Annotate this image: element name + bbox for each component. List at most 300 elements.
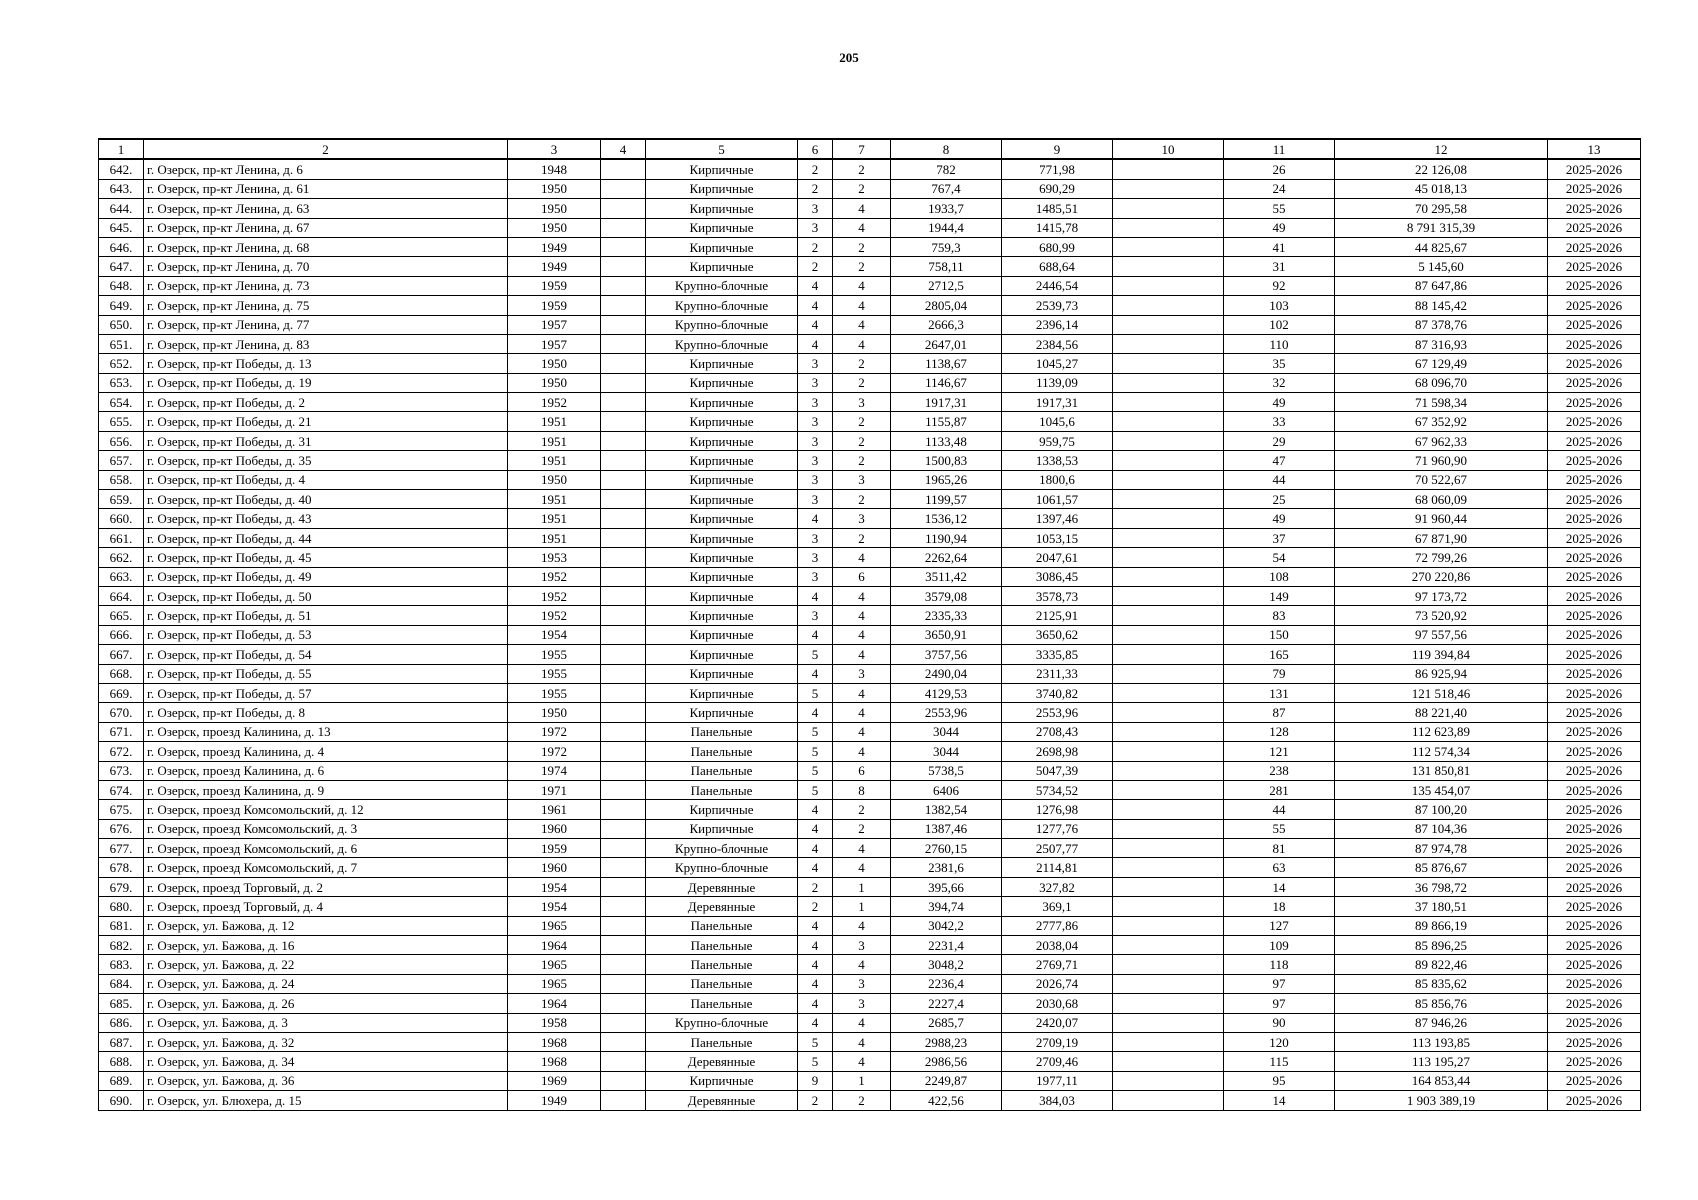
col10-cell [1113,800,1224,819]
col4-cell [601,296,646,315]
total-area-cell: 2262,64 [891,548,1002,567]
residents-cell: 54 [1224,548,1335,567]
col4-cell [601,1013,646,1032]
amount-cell: 1 903 389,19 [1335,1091,1548,1110]
floors-cell: 2 [798,237,833,256]
wall-material-cell: Кирпичные [646,509,798,528]
period-cell: 2025-2026 [1548,315,1641,334]
living-area-cell: 688,64 [1002,257,1113,276]
residents-cell: 24 [1224,179,1335,198]
year-cell: 1965 [508,974,601,993]
wall-material-cell: Кирпичные [646,683,798,702]
wall-material-cell: Кирпичные [646,800,798,819]
period-cell: 2025-2026 [1548,606,1641,625]
wall-material-cell: Панельные [646,936,798,955]
living-area-cell: 1485,51 [1002,199,1113,218]
col4-cell [601,683,646,702]
residents-cell: 49 [1224,218,1335,237]
total-area-cell: 3757,56 [891,645,1002,664]
year-cell: 1965 [508,955,601,974]
col4-cell [601,373,646,392]
living-area-cell: 2125,91 [1002,606,1113,625]
floors-cell: 4 [798,315,833,334]
row-number-cell: 665. [99,606,144,625]
entrances-cell: 2 [833,237,891,256]
wall-material-cell: Кирпичные [646,218,798,237]
column-header-3: 3 [508,139,601,159]
wall-material-cell: Кирпичные [646,393,798,412]
entrances-cell: 2 [833,1091,891,1110]
column-header-2: 2 [144,139,508,159]
period-cell: 2025-2026 [1548,994,1641,1013]
year-cell: 1951 [508,490,601,509]
period-cell: 2025-2026 [1548,470,1641,489]
year-cell: 1959 [508,276,601,295]
entrances-cell: 2 [833,490,891,509]
col4-cell [601,703,646,722]
row-number-cell: 679. [99,877,144,896]
period-cell: 2025-2026 [1548,334,1641,353]
residents-cell: 95 [1224,1071,1335,1090]
year-cell: 1951 [508,528,601,547]
period-cell: 2025-2026 [1548,159,1641,179]
wall-material-cell: Кирпичные [646,431,798,450]
year-cell: 1972 [508,722,601,741]
col10-cell [1113,1052,1224,1071]
column-header-8: 8 [891,139,1002,159]
entrances-cell: 2 [833,800,891,819]
col10-cell [1113,897,1224,916]
floors-cell: 4 [798,334,833,353]
wall-material-cell: Кирпичные [646,528,798,547]
col4-cell [601,451,646,470]
entrances-cell: 4 [833,199,891,218]
period-cell: 2025-2026 [1548,916,1641,935]
page-number: 205 [839,50,859,65]
year-cell: 1958 [508,1013,601,1032]
col10-cell [1113,431,1224,450]
col4-cell [601,257,646,276]
address-cell: г. Озерск, ул. Бажова, д. 22 [144,955,508,974]
table-header [99,139,1641,159]
col4-cell [601,199,646,218]
living-area-cell: 3578,73 [1002,586,1113,605]
wall-material-cell: Кирпичные [646,819,798,838]
total-area-cell: 5738,5 [891,761,1002,780]
row-number-cell: 652. [99,354,144,373]
residents-cell: 29 [1224,431,1335,450]
total-area-cell: 767,4 [891,179,1002,198]
total-area-cell: 2712,5 [891,276,1002,295]
amount-cell: 113 193,85 [1335,1032,1548,1051]
table-row [99,373,1641,392]
wall-material-cell: Панельные [646,780,798,799]
living-area-cell: 2038,04 [1002,936,1113,955]
year-cell: 1954 [508,897,601,916]
table-row [99,567,1641,586]
entrances-cell: 6 [833,761,891,780]
floors-cell: 2 [798,877,833,896]
address-cell: г. Озерск, пр-кт Победы, д. 51 [144,606,508,625]
col4-cell [601,858,646,877]
address-cell: г. Озерск, проезд Торговый, д. 2 [144,877,508,896]
total-area-cell: 1965,26 [891,470,1002,489]
residents-cell: 41 [1224,237,1335,256]
living-area-cell: 3335,85 [1002,645,1113,664]
amount-cell: 87 104,36 [1335,819,1548,838]
total-area-cell: 2986,56 [891,1052,1002,1071]
total-area-cell: 2553,96 [891,703,1002,722]
total-area-cell: 422,56 [891,1091,1002,1110]
period-cell: 2025-2026 [1548,722,1641,741]
living-area-cell: 2698,98 [1002,742,1113,761]
column-header-10: 10 [1113,139,1224,159]
residents-cell: 55 [1224,819,1335,838]
col10-cell [1113,819,1224,838]
entrances-cell: 1 [833,877,891,896]
floors-cell: 2 [798,897,833,916]
living-area-cell: 369,1 [1002,897,1113,916]
table-row [99,1052,1641,1071]
row-number-cell: 677. [99,839,144,858]
amount-cell: 68 096,70 [1335,373,1548,392]
wall-material-cell: Деревянные [646,877,798,896]
address-cell: г. Озерск, ул. Бажова, д. 24 [144,974,508,993]
living-area-cell: 327,82 [1002,877,1113,896]
floors-cell: 4 [798,936,833,955]
col10-cell [1113,703,1224,722]
address-cell: г. Озерск, ул. Бажова, д. 12 [144,916,508,935]
wall-material-cell: Крупно-блочные [646,334,798,353]
living-area-cell: 1045,27 [1002,354,1113,373]
living-area-cell: 2047,61 [1002,548,1113,567]
floors-cell: 3 [798,470,833,489]
year-cell: 1950 [508,703,601,722]
table-row [99,625,1641,644]
residents-cell: 108 [1224,567,1335,586]
wall-material-cell: Кирпичные [646,354,798,373]
residents-cell: 47 [1224,451,1335,470]
residents-cell: 90 [1224,1013,1335,1032]
period-cell: 2025-2026 [1548,761,1641,780]
col4-cell [601,994,646,1013]
table-row [99,994,1641,1013]
entrances-cell: 8 [833,780,891,799]
entrances-cell: 4 [833,839,891,858]
living-area-cell: 2553,96 [1002,703,1113,722]
residents-cell: 87 [1224,703,1335,722]
period-cell: 2025-2026 [1548,858,1641,877]
total-area-cell: 4129,53 [891,683,1002,702]
col10-cell [1113,955,1224,974]
row-number-cell: 680. [99,897,144,916]
entrances-cell: 3 [833,974,891,993]
residents-cell: 49 [1224,509,1335,528]
amount-cell: 87 316,93 [1335,334,1548,353]
col4-cell [601,936,646,955]
table-row [99,451,1641,470]
year-cell: 1965 [508,916,601,935]
row-number-cell: 683. [99,955,144,974]
col4-cell [601,800,646,819]
row-number-cell: 645. [99,218,144,237]
col4-cell [601,548,646,567]
col10-cell [1113,742,1224,761]
entrances-cell: 4 [833,606,891,625]
period-cell: 2025-2026 [1548,276,1641,295]
row-number-cell: 669. [99,683,144,702]
address-cell: г. Озерск, проезд Комсомольский, д. 6 [144,839,508,858]
living-area-cell: 3650,62 [1002,625,1113,644]
year-cell: 1960 [508,858,601,877]
wall-material-cell: Кирпичные [646,257,798,276]
col4-cell [601,490,646,509]
residents-cell: 81 [1224,839,1335,858]
col10-cell [1113,509,1224,528]
total-area-cell: 1190,94 [891,528,1002,547]
column-header-9: 9 [1002,139,1113,159]
col10-cell [1113,877,1224,896]
residents-cell: 37 [1224,528,1335,547]
residents-cell: 149 [1224,586,1335,605]
floors-cell: 4 [798,664,833,683]
table-row [99,1091,1641,1110]
amount-cell: 70 295,58 [1335,199,1548,218]
address-cell: г. Озерск, пр-кт Победы, д. 4 [144,470,508,489]
total-area-cell: 3579,08 [891,586,1002,605]
entrances-cell: 4 [833,1032,891,1051]
amount-cell: 87 100,20 [1335,800,1548,819]
living-area-cell: 2507,77 [1002,839,1113,858]
col4-cell [601,218,646,237]
residents-cell: 150 [1224,625,1335,644]
col10-cell [1113,412,1224,431]
residents-cell: 238 [1224,761,1335,780]
address-cell: г. Озерск, пр-кт Ленина, д. 68 [144,237,508,256]
column-header-11: 11 [1224,139,1335,159]
row-number-cell: 661. [99,528,144,547]
year-cell: 1969 [508,1071,601,1090]
col10-cell [1113,683,1224,702]
floors-cell: 3 [798,412,833,431]
floors-cell: 4 [798,800,833,819]
total-area-cell: 1500,83 [891,451,1002,470]
amount-cell: 67 352,92 [1335,412,1548,431]
wall-material-cell: Крупно-блочные [646,1013,798,1032]
year-cell: 1950 [508,470,601,489]
living-area-cell: 2384,56 [1002,334,1113,353]
column-header-1: 1 [99,139,144,159]
period-cell: 2025-2026 [1548,586,1641,605]
row-number-cell: 681. [99,916,144,935]
total-area-cell: 2685,7 [891,1013,1002,1032]
entrances-cell: 4 [833,645,891,664]
col4-cell [601,722,646,741]
address-cell: г. Озерск, пр-кт Победы, д. 35 [144,451,508,470]
address-cell: г. Озерск, пр-кт Ленина, д. 61 [144,179,508,198]
amount-cell: 22 126,08 [1335,159,1548,179]
row-number-cell: 685. [99,994,144,1013]
table-row [99,761,1641,780]
living-area-cell: 1276,98 [1002,800,1113,819]
table-row [99,974,1641,993]
wall-material-cell: Панельные [646,994,798,1013]
address-cell: г. Озерск, проезд Торговый, д. 4 [144,897,508,916]
period-cell: 2025-2026 [1548,839,1641,858]
year-cell: 1951 [508,431,601,450]
entrances-cell: 4 [833,315,891,334]
col4-cell [601,761,646,780]
col4-cell [601,1052,646,1071]
amount-cell: 270 220,86 [1335,567,1548,586]
entrances-cell: 2 [833,257,891,276]
period-cell: 2025-2026 [1548,257,1641,276]
entrances-cell: 6 [833,567,891,586]
living-area-cell: 1277,76 [1002,819,1113,838]
living-area-cell: 771,98 [1002,159,1113,179]
total-area-cell: 1382,54 [891,800,1002,819]
address-cell: г. Озерск, ул. Бажова, д. 36 [144,1071,508,1090]
wall-material-cell: Кирпичные [646,412,798,431]
amount-cell: 119 394,84 [1335,645,1548,664]
living-area-cell: 690,29 [1002,179,1113,198]
table-row [99,606,1641,625]
col4-cell [601,315,646,334]
row-number-cell: 646. [99,237,144,256]
total-area-cell: 2805,04 [891,296,1002,315]
wall-material-cell: Деревянные [646,1091,798,1110]
entrances-cell: 2 [833,354,891,373]
floors-cell: 4 [798,839,833,858]
period-cell: 2025-2026 [1548,819,1641,838]
year-cell: 1955 [508,664,601,683]
col4-cell [601,412,646,431]
col10-cell [1113,257,1224,276]
row-number-cell: 671. [99,722,144,741]
living-area-cell: 1338,53 [1002,451,1113,470]
period-cell: 2025-2026 [1548,1013,1641,1032]
address-cell: г. Озерск, пр-кт Победы, д. 54 [144,645,508,664]
table-row [99,664,1641,683]
year-cell: 1968 [508,1052,601,1071]
residents-cell: 127 [1224,916,1335,935]
wall-material-cell: Панельные [646,955,798,974]
col10-cell [1113,858,1224,877]
period-cell: 2025-2026 [1548,897,1641,916]
year-cell: 1950 [508,199,601,218]
row-number-cell: 666. [99,625,144,644]
row-number-cell: 643. [99,179,144,198]
floors-cell: 3 [798,606,833,625]
table-row [99,412,1641,431]
col4-cell [601,431,646,450]
table-row [99,528,1641,547]
entrances-cell: 4 [833,703,891,722]
year-cell: 1957 [508,315,601,334]
year-cell: 1964 [508,994,601,1013]
year-cell: 1954 [508,877,601,896]
col4-cell [601,839,646,858]
address-cell: г. Озерск, пр-кт Ленина, д. 70 [144,257,508,276]
amount-cell: 112 574,34 [1335,742,1548,761]
address-cell: г. Озерск, проезд Калинина, д. 6 [144,761,508,780]
entrances-cell: 2 [833,373,891,392]
wall-material-cell: Кирпичные [646,548,798,567]
entrances-cell: 3 [833,509,891,528]
wall-material-cell: Кирпичные [646,179,798,198]
floors-cell: 5 [798,722,833,741]
period-cell: 2025-2026 [1548,490,1641,509]
address-cell: г. Озерск, пр-кт Победы, д. 43 [144,509,508,528]
row-number-cell: 651. [99,334,144,353]
total-area-cell: 2236,4 [891,974,1002,993]
col4-cell [601,664,646,683]
wall-material-cell: Кирпичные [646,586,798,605]
amount-cell: 97 173,72 [1335,586,1548,605]
entrances-cell: 3 [833,994,891,1013]
period-cell: 2025-2026 [1548,393,1641,412]
amount-cell: 70 522,67 [1335,470,1548,489]
floors-cell: 4 [798,509,833,528]
floors-cell: 4 [798,703,833,722]
living-area-cell: 2311,33 [1002,664,1113,683]
entrances-cell: 4 [833,858,891,877]
address-cell: г. Озерск, пр-кт Победы, д. 19 [144,373,508,392]
col4-cell [601,625,646,644]
amount-cell: 87 974,78 [1335,839,1548,858]
residents-cell: 118 [1224,955,1335,974]
col10-cell [1113,1032,1224,1051]
table-row [99,703,1641,722]
residents-cell: 102 [1224,315,1335,334]
residents-cell: 128 [1224,722,1335,741]
year-cell: 1949 [508,237,601,256]
table-row [99,1013,1641,1032]
year-cell: 1949 [508,257,601,276]
table-row [99,548,1641,567]
period-cell: 2025-2026 [1548,936,1641,955]
table-row [99,683,1641,702]
residents-cell: 49 [1224,393,1335,412]
col10-cell [1113,451,1224,470]
row-number-cell: 656. [99,431,144,450]
address-cell: г. Озерск, ул. Бажова, д. 3 [144,1013,508,1032]
residents-cell: 97 [1224,994,1335,1013]
total-area-cell: 3650,91 [891,625,1002,644]
residents-cell: 103 [1224,296,1335,315]
living-area-cell: 5734,52 [1002,780,1113,799]
table-row [99,839,1641,858]
col10-cell [1113,199,1224,218]
amount-cell: 37 180,51 [1335,897,1548,916]
wall-material-cell: Панельные [646,916,798,935]
row-number-cell: 654. [99,393,144,412]
total-area-cell: 3042,2 [891,916,1002,935]
living-area-cell: 2420,07 [1002,1013,1113,1032]
amount-cell: 86 925,94 [1335,664,1548,683]
amount-cell: 121 518,46 [1335,683,1548,702]
total-area-cell: 2335,33 [891,606,1002,625]
period-cell: 2025-2026 [1548,780,1641,799]
living-area-cell: 1977,11 [1002,1071,1113,1090]
col4-cell [601,606,646,625]
amount-cell: 85 896,25 [1335,936,1548,955]
floors-cell: 5 [798,742,833,761]
col10-cell [1113,664,1224,683]
period-cell: 2025-2026 [1548,354,1641,373]
table-row [99,800,1641,819]
amount-cell: 87 946,26 [1335,1013,1548,1032]
